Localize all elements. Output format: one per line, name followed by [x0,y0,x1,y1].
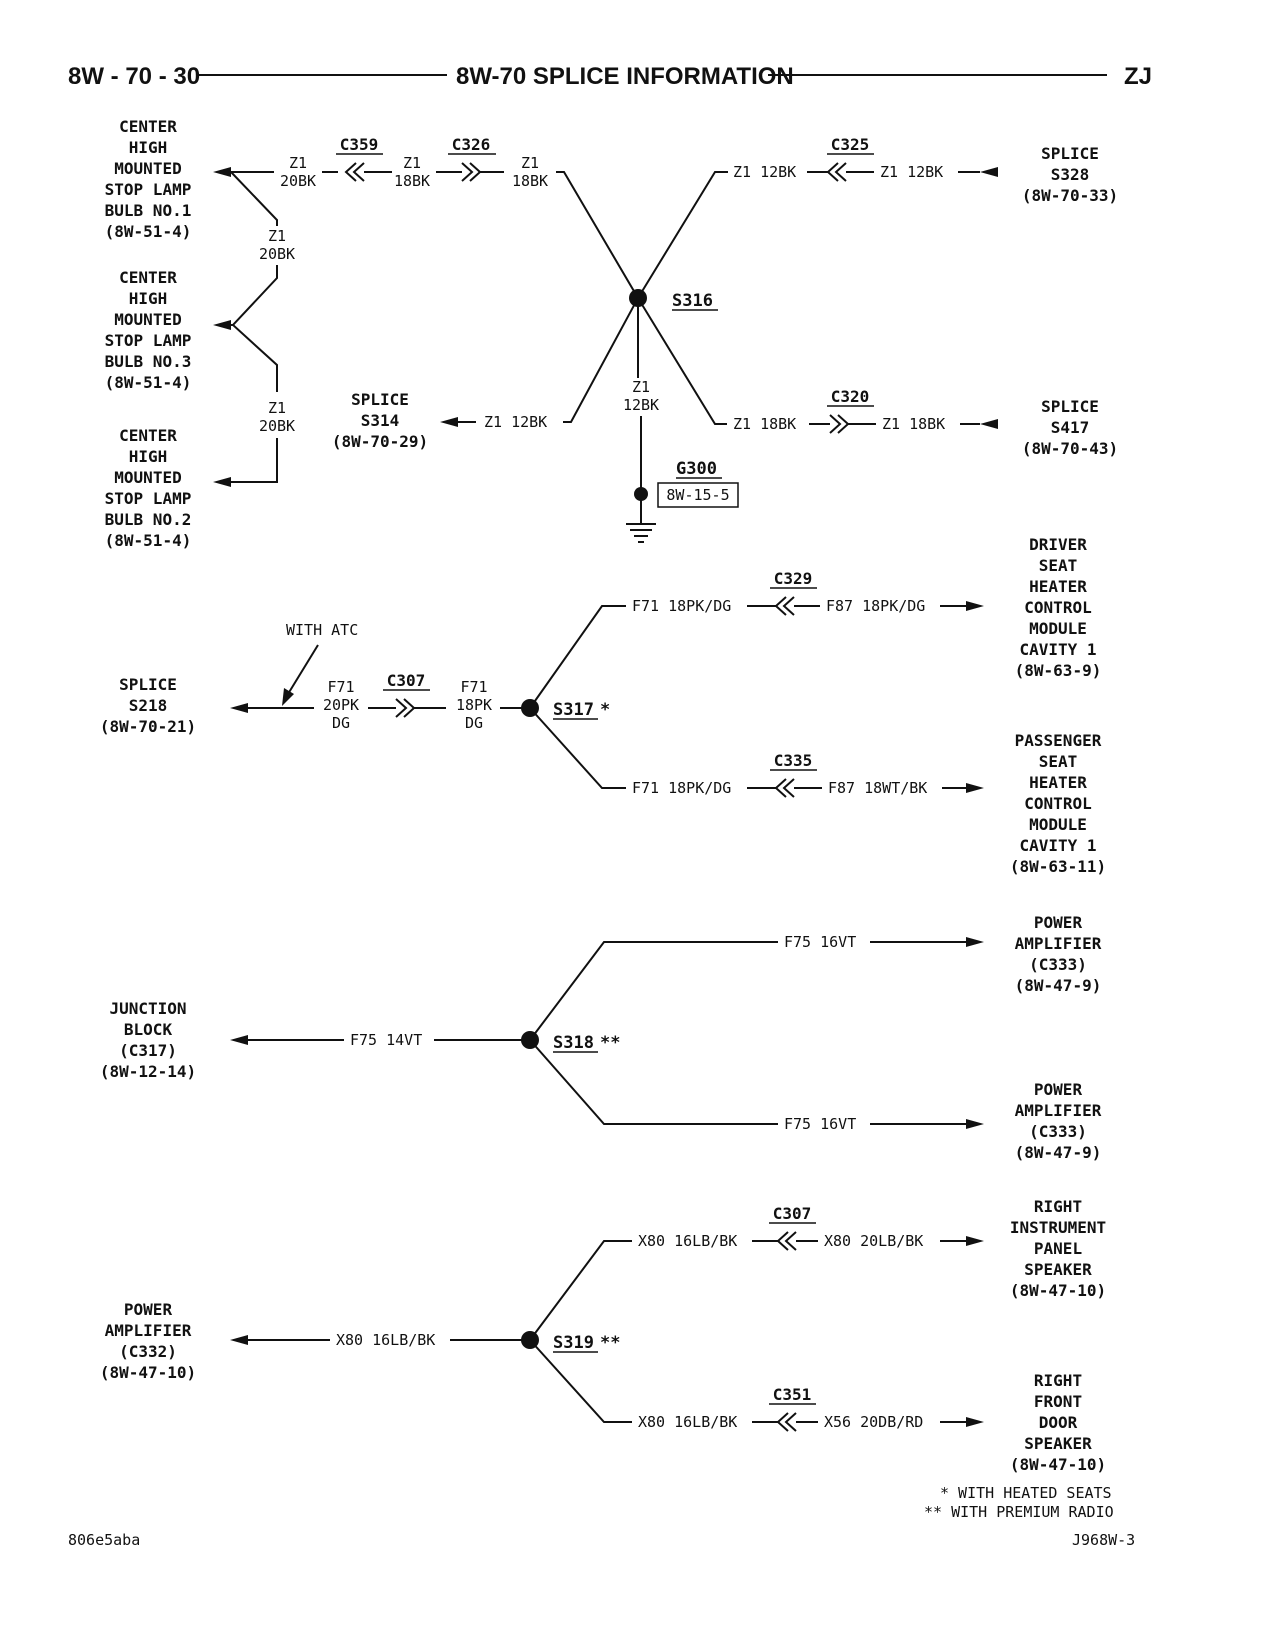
wire-z1-12bk-s314: Z1 12BK [484,413,548,431]
endpoint-label-line: MODULE [1029,619,1087,638]
wire-f71-18pk-code: F71 [460,678,488,696]
wire-z1-18bk-a: Z1 [402,154,422,172]
splice-label-s316: S316 [672,291,713,311]
connector-c307-upper: C307 [386,671,426,690]
splice-footnote-mark-s318: ** [600,1033,621,1053]
endpoint-label-line: CONTROL [1024,794,1092,813]
endpoint-label-line: (8W-70-29) [331,432,429,451]
endpoint-label-line: SPLICE [1041,144,1099,163]
endpoint-splice-s417 [1022,397,1118,458]
wire-f71-c329-left: F71 18PK/DG [632,597,732,615]
endpoint-label-line: JUNCTION [109,999,187,1018]
endpoint-label-line: FRONT [1033,1392,1083,1411]
endpoint-label-line: SPEAKER [1024,1260,1092,1279]
wire-z1-12bk-ground-size: 12BK [622,396,660,414]
wire-z1-18bk-c320-left: Z1 18BK [733,415,797,433]
endpoint-passenger-seat-heater-module [1010,731,1106,876]
endpoint-label-line: MOUNTED [114,468,182,487]
wire-x80-c351-left: X80 16LB/BK [638,1413,738,1431]
connector-c335: C335 [773,751,813,770]
endpoint-label-line: SEAT [1038,752,1078,771]
wire-f75-16vt-lower: F75 16VT [784,1115,857,1133]
endpoint-label-line: HEATER [1029,773,1087,792]
endpoint-label-line: POWER [1033,1080,1083,1099]
endpoint-label-line: (8W-47-10) [99,1363,197,1382]
endpoint-label-line: (8W-47-10) [1009,1455,1107,1474]
endpoint-chmsl-bulb-3 [105,268,192,392]
endpoint-label-line: S218 [128,696,168,715]
wire-x80-20lb-right: X80 20LB/BK [824,1232,924,1250]
endpoint-power-amplifier-c332 [100,1300,196,1382]
footnote-heated-seats: * WITH HEATED SEATS [940,1484,1112,1502]
wire-z1-18bk-a-size: 18BK [393,172,431,190]
endpoint-label-line: (8W-47-10) [1009,1281,1107,1300]
endpoint-label-line: (8W-63-11) [1009,857,1107,876]
splice-label-s317: S317 [553,700,594,720]
endpoint-chmsl-bulb-1 [105,117,192,241]
splice-label-s319: S319 [553,1333,594,1353]
endpoint-label-line: SEAT [1038,556,1078,575]
endpoint-label-line: CENTER [119,426,177,445]
endpoint-label-line: RIGHT [1033,1371,1083,1390]
endpoint-label-line: STOP LAMP [104,180,192,199]
endpoint-label-line: STOP LAMP [104,331,192,350]
ground-label-g300: G300 [676,459,717,479]
endpoint-label-line: SPEAKER [1024,1434,1092,1453]
endpoint-label-line: (8W-51-4) [104,531,192,550]
wire-f75-14vt: F75 14VT [350,1031,423,1049]
endpoint-label-line: (C333) [1029,955,1087,974]
endpoint-label-line: POWER [123,1300,173,1319]
header-title: 8W-70 SPLICE INFORMATION [456,63,794,90]
wire-x56-c351-right: X56 20DB/RD [824,1413,924,1431]
endpoint-label-line: SPLICE [1041,397,1099,416]
endpoint-label-line: DOOR [1038,1413,1078,1432]
wire-f71-c335-left: F71 18PK/DG [632,779,732,797]
endpoint-label-line: CONTROL [1024,598,1092,617]
endpoint-label-line: AMPLIFIER [1014,934,1102,953]
wire-f71-20pk-color: DG [331,714,351,732]
wire-f71-18pk-size: 18PK [455,696,493,714]
endpoint-label-line: (8W-70-33) [1021,186,1119,205]
endpoint-label-line: MOUNTED [114,310,182,329]
endpoint-label-line: HIGH [128,289,168,308]
ground-node-g300 [634,487,648,501]
connector-c329: C329 [773,569,813,588]
wire-z1-18bk-c320-right: Z1 18BK [882,415,946,433]
endpoint-junction-block-c317 [100,999,196,1081]
wire-f71-18pk-color: DG [464,714,484,732]
endpoint-driver-seat-heater-module [1015,535,1102,680]
endpoint-label-line: BULB NO.2 [104,510,192,529]
endpoint-label-line: INSTRUMENT [1009,1218,1107,1237]
annotation-with-atc: WITH ATC [286,621,359,639]
splice-label-s318: S318 [553,1033,594,1053]
connector-c326: C326 [451,135,491,154]
connector-c320: C320 [830,387,870,406]
splice-footnote-mark-s317: * [600,700,611,720]
endpoint-label-line: S417 [1050,418,1090,437]
endpoint-label-line: (C332) [119,1342,177,1361]
footer-image-id: 806e5aba [68,1531,141,1549]
wire-z1-12bk-c325-left: Z1 12BK [733,163,797,181]
endpoint-label-line: AMPLIFIER [104,1321,192,1340]
ground-symbol-icon [626,524,656,542]
endpoint-label-line: CENTER [119,268,177,287]
endpoint-label-line: (8W-51-4) [104,373,192,392]
wire-z1-20bk-a: Z1 [288,154,308,172]
wire-z1-20bk-vertical-2: Z1 [267,399,287,417]
endpoint-chmsl-bulb-2 [105,426,192,550]
connector-c359: C359 [339,135,379,154]
wire-f75-16vt-upper: F75 16VT [784,933,857,951]
endpoint-label-line: (8W-47-9) [1014,1143,1102,1162]
wire-z1-12bk-c325-right: Z1 12BK [880,163,944,181]
endpoint-splice-s218 [100,675,196,736]
endpoint-label-line: AMPLIFIER [1014,1101,1102,1120]
endpoint-label-line: BULB NO.1 [104,201,192,220]
wire-z1-12bk-ground: Z1 [631,378,651,396]
wire-z1-20bk-vertical-1-size: 20BK [258,245,296,263]
header-page-number: 8W - 70 - 30 [68,63,201,90]
endpoint-power-amplifier-c333-upper [1015,913,1102,995]
endpoint-label-line: DRIVER [1029,535,1087,554]
endpoint-label-line: MODULE [1029,815,1087,834]
endpoint-label-line: (8W-70-43) [1021,439,1119,458]
wire-z1-20bk-vertical-2-size: 20BK [258,417,296,435]
wire-z1-20bk-vertical-1: Z1 [267,227,287,245]
endpoint-label-line: RIGHT [1033,1197,1083,1216]
endpoint-label-line: SPLICE [351,390,409,409]
endpoint-label-line: HEATER [1029,577,1087,596]
endpoint-label-line: SPLICE [119,675,177,694]
endpoint-label-line: (C333) [1029,1122,1087,1141]
endpoint-right-front-door-speaker [1010,1371,1106,1474]
wire-f87-c329-right: F87 18PK/DG [826,597,926,615]
endpoint-label-line: PASSENGER [1014,731,1102,750]
wire-z1-18bk-b: Z1 [520,154,540,172]
endpoint-label-line: (8W-70-21) [99,717,197,736]
endpoint-splice-s314 [332,390,428,451]
connector-c307-lower: C307 [772,1204,812,1223]
endpoint-label-line: (8W-47-9) [1014,976,1102,995]
footnote-premium-radio: ** WITH PREMIUM RADIO [924,1503,1114,1521]
endpoint-power-amplifier-c333-lower [1015,1080,1102,1162]
wire-x80-16lb-input: X80 16LB/BK [336,1331,436,1349]
footer-figure-id: J968W-3 [1072,1531,1136,1549]
endpoint-label-line: (C317) [119,1041,177,1060]
endpoint-label-line: MOUNTED [114,159,182,178]
wire-f71-20pk-code: F71 [327,678,355,696]
wire-z1-18bk-b-size: 18BK [511,172,549,190]
endpoint-right-instrument-panel-speaker [1010,1197,1106,1300]
endpoint-splice-s328 [1022,144,1118,205]
connector-c325: C325 [830,135,870,154]
endpoint-label-line: HIGH [128,447,168,466]
endpoint-label-line: (8W-51-4) [104,222,192,241]
splice-footnote-mark-s319: ** [600,1333,621,1353]
wire-f71-20pk-size: 20PK [322,696,360,714]
wire-f87-c335-right: F87 18WT/BK [828,779,928,797]
endpoint-label-line: CENTER [119,117,177,136]
endpoint-label-line: PANEL [1033,1239,1083,1258]
endpoint-label-line: CAVITY 1 [1019,836,1097,855]
endpoint-label-line: S328 [1050,165,1090,184]
endpoint-label-line: (8W-12-14) [99,1062,197,1081]
endpoint-label-line: BULB NO.3 [104,352,192,371]
connector-c351: C351 [772,1385,812,1404]
endpoint-label-line: (8W-63-9) [1014,661,1102,680]
endpoint-label-line: BLOCK [123,1020,173,1039]
header-vehicle-code: ZJ [1124,63,1153,90]
wire-z1-20bk-a-size: 20BK [279,172,317,190]
ground-reference: 8W-15-5 [666,486,730,504]
endpoint-label-line: HIGH [128,138,168,157]
endpoint-label-line: STOP LAMP [104,489,192,508]
endpoint-label-line: S314 [360,411,400,430]
endpoint-label-line: CAVITY 1 [1019,640,1097,659]
wire-x80-c307-left: X80 16LB/BK [638,1232,738,1250]
endpoint-label-line: POWER [1033,913,1083,932]
